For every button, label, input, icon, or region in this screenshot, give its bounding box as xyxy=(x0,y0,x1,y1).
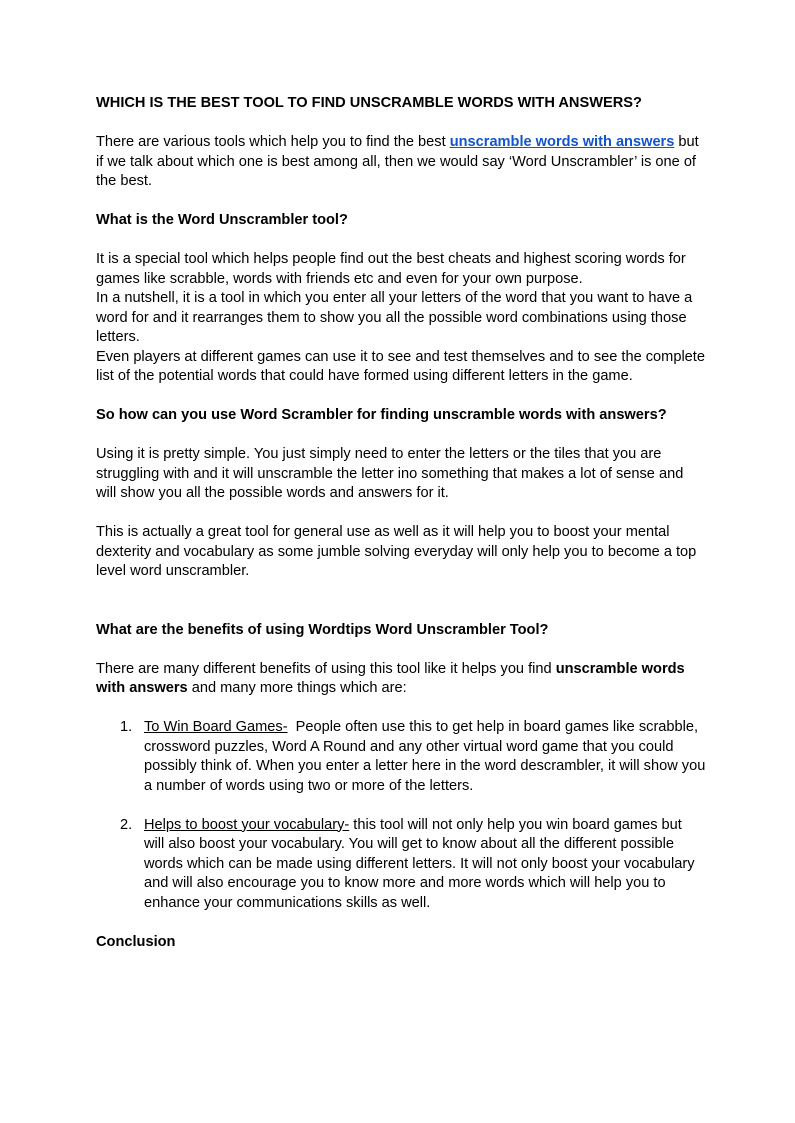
list-item-number: 1. xyxy=(120,719,133,735)
unscramble-words-link[interactable]: unscramble words with answers xyxy=(449,134,675,150)
list-item-number: 2. xyxy=(120,816,133,833)
benefits-intro-bold: unscramble words with answers xyxy=(96,660,685,696)
list-item-text: People often use this to get help in board games like scrabble, crossword puzzles, Word A Round and any other virtual word game that you could possibly think of. When you enter a letter here in the word descrambler, it will show you a number of words using two or more of the letters. xyxy=(144,719,710,794)
list-item-text: this tool will not only help you win board games but will also boost your vocabulary. You will get to know about all the different possible words which can be made using different letters. It will not only boost your vocabulary and will also encourage you to know more and more words which will help you to enhance your communications skills as well. xyxy=(144,816,695,911)
section1-paragraph-2: In a nutshell, it is a tool in which you enter all your letters of the word that you want to have a word for and it rearranges them to show you all the possible word combinations using those letters. xyxy=(96,290,693,345)
benefits-intro-before: There are many different benefits of using this tool like it helps you find xyxy=(96,660,556,677)
list-item-title: Helps to boost your vocabulary- xyxy=(144,816,350,833)
document-page xyxy=(96,94,710,952)
benefits-intro-paragraph xyxy=(96,660,706,699)
section-heading-what-is: What is the Word Unscrambler tool? xyxy=(96,212,348,228)
page-title: WHICH IS THE BEST TOOL TO FIND UNSCRAMBLE WORDS WITH ANSWERS? xyxy=(96,95,642,111)
section2-paragraph-2: This is actually a great tool for general use as well as it will help you to boost your mental dexterity and vocabulary as some jumble solving everyday will only help you to become a top level word unscrambler. xyxy=(96,524,697,579)
list-item xyxy=(96,816,706,914)
list-spacer xyxy=(96,796,706,816)
intro-text-after: but if we talk about which one is best among all, then we would say ‘Word Unscrambler’ is one of the best. xyxy=(96,134,699,189)
section-heading-how-to-use: So how can you use Word Scrambler for finding unscramble words with answers? xyxy=(96,407,667,423)
section2-paragraph-1: Using it is pretty simple. You just simply need to enter the letters or the tiles that you are struggling with and it will unscramble the letter ino something that makes a lot of sense and will show you all the possible words and answers for it. xyxy=(96,446,684,501)
section-heading-benefits: What are the benefits of using Wordtips Word Unscrambler Tool? xyxy=(96,621,549,638)
section1-paragraph-1: It is a special tool which helps people find out the best cheats and highest scoring words for games like scrabble, words with friends etc and even for your own purpose. xyxy=(96,251,686,287)
benefits-intro-after: and many more things which are: xyxy=(187,680,407,696)
section-heading-conclusion: Conclusion xyxy=(96,933,176,950)
intro-text-before: There are various tools which help you to find the best xyxy=(96,134,450,150)
section1-paragraph-3: Even players at different games can use it to see and test themselves and to see the complete list of the potential words that could have formed using different letters in the game. xyxy=(96,348,705,384)
intro-paragraph xyxy=(96,133,706,192)
list-item-title: To Win Board Games- xyxy=(144,719,288,735)
benefits-list xyxy=(96,718,710,913)
list-item xyxy=(96,718,710,796)
